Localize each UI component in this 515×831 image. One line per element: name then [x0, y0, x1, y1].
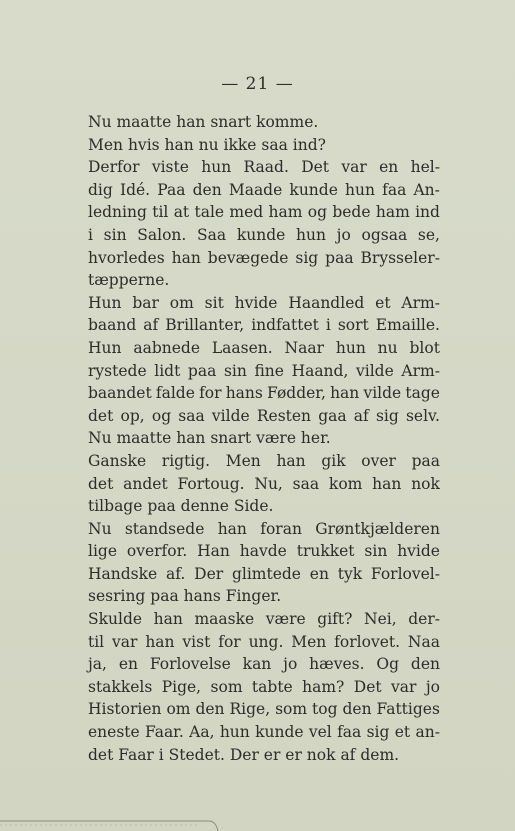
text-line: i sin Salon. Saa kunde hun jo ogsaa se, [88, 225, 440, 244]
text-line: til var han vist for ung. Men forlovet. Naa [88, 632, 440, 651]
text-line: Men hvis han nu ikke saa ind? [88, 135, 326, 154]
text-line: ja, en Forlovelse kan jo hæves. Og den [88, 655, 440, 674]
text-line: stakkels Pige, som tabte ham? Det var jo [88, 677, 440, 696]
text-line: sesring paa hans Finger. [88, 587, 282, 606]
body-text [88, 111, 440, 766]
text-line: ledning til at tale med ham og bede ham ind [88, 203, 440, 222]
text-line: lige overfor. Han havde trukket sin hvide [88, 542, 440, 561]
text-line: det andet Fortoug. Nu, saa kom han nok [88, 474, 440, 493]
text-line: dig Idé. Paa den Maade kunde hun faa An- [88, 180, 440, 199]
text-line: tæpperne. [88, 271, 170, 290]
text-line: baandet falde for hans Fødder, han vilde tage [88, 384, 440, 403]
text-line: tilbage paa denne Side. [88, 497, 274, 516]
text-line: Nu standsede han foran Grøntkjælderen [88, 519, 440, 538]
text-line: det op, og saa vilde Resten gaa af sig selv. [88, 406, 440, 425]
text-line: Ganske rigtig. Men han gik over paa [88, 451, 440, 470]
text-line: Historien om den Rige, som tog den Fattiges [88, 700, 440, 719]
page-number: — 21 — [221, 74, 294, 94]
text-line: Hun aabnede Laasen. Naar hun nu blot [88, 338, 440, 357]
text-line: Handske af. Der glimtede en tyk Forlovel- [88, 564, 440, 583]
page-corner-mark [0, 801, 230, 831]
text-line: baand af Brillanter, indfattet i sort Emaille. [88, 316, 440, 335]
text-line: Derfor viste hun Raad. Det var en hel- [88, 158, 440, 177]
text-line: Nu maatte han snart være her. [88, 429, 331, 448]
text-line: rystede lidt paa sin fine Haand, vilde Arm- [88, 361, 440, 380]
text-line: eneste Faar. Aa, hun kunde vel faa sig et an- [88, 723, 440, 742]
text-line: hvorledes han bevægede sig paa Brysseler- [88, 248, 440, 267]
text-line: det Faar i Stedet. Der er er nok af dem. [88, 745, 400, 764]
text-line: Nu maatte han snart komme. [88, 113, 319, 131]
text-line: Hun bar om sit hvide Haandled et Arm- [88, 293, 440, 312]
text-line: Skulde han maaske være gift? Nei, der- [88, 610, 440, 629]
